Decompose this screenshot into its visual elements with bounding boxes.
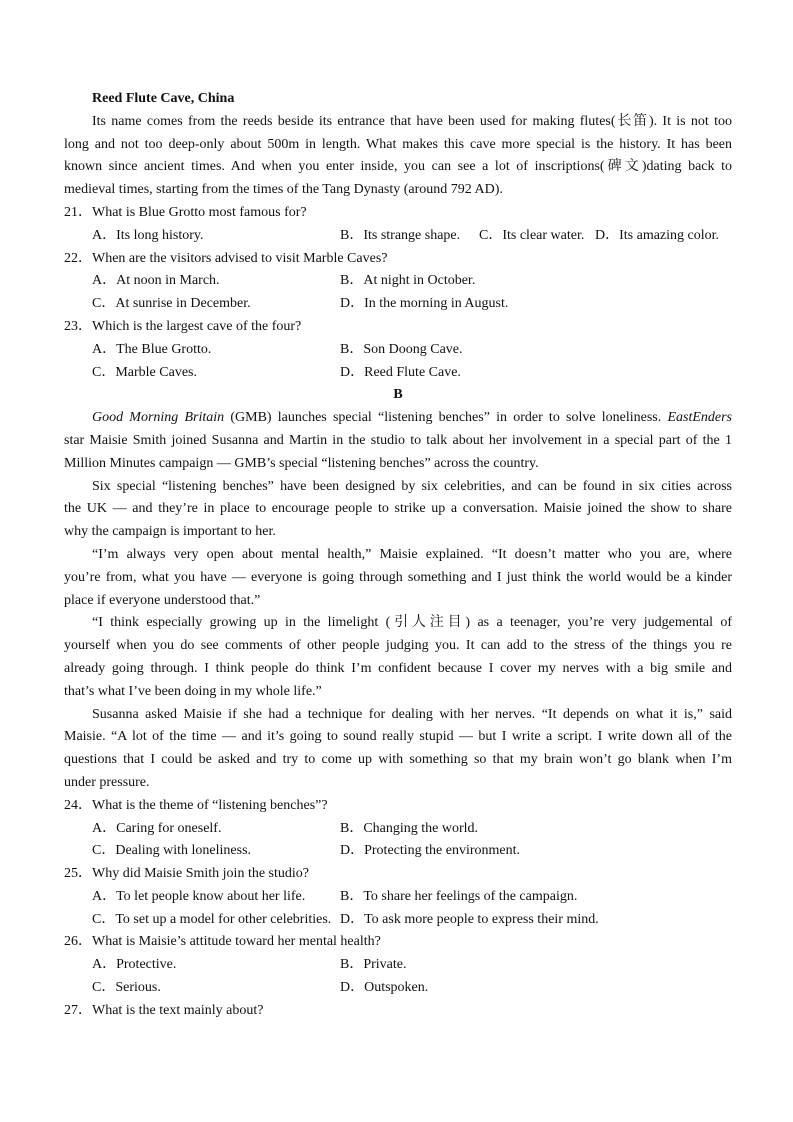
paragraph-line: why the campaign is important to her.	[64, 524, 276, 540]
option-c[interactable]: C．Its clear water.	[479, 227, 585, 243]
option-row	[64, 840, 732, 863]
question-stem: 23．Which is the largest cave of the four?	[64, 318, 302, 334]
option-c[interactable]: C．At sunrise in December.	[92, 296, 251, 312]
option-b[interactable]: B．Its strange shape.	[340, 227, 461, 243]
option-a[interactable]: A．Protective.	[92, 957, 177, 973]
text-span: (GMB) launches special “listening benches” in order to solve loneliness.	[224, 410, 668, 426]
option-b[interactable]: B．To share her feelings of the campaign.	[340, 888, 578, 904]
paragraph-line: star Maisie Smith joined Susanna and Martin in the studio to talk about her involvement in a special part of the 1	[64, 432, 732, 448]
paragraph-line: “I’m always very open about mental health,” Maisie explained. “It doesn’t matter who you are, where	[92, 546, 732, 562]
option-a[interactable]: A．At noon in March.	[92, 273, 220, 289]
paragraph-line: known since ancient times. And when you enter inside, you can see a lot of inscriptions(碑文)dating back to	[64, 159, 732, 175]
section-label: B	[393, 387, 403, 403]
option-c[interactable]: C．To set up a model for other celebrities.	[92, 911, 332, 927]
option-d[interactable]: D．Protecting the environment.	[340, 843, 521, 859]
option-b[interactable]: B．Private.	[340, 957, 407, 973]
paragraph-line: Susanna asked Maisie if she had a technique for dealing with her nerves. “It depends on what it is,” said	[92, 706, 732, 722]
paragraph-line: medieval times, starting from the times of the Tang Dynasty (around 792 AD).	[64, 182, 503, 198]
option-row	[64, 954, 732, 977]
paragraph-line: “I think especially growing up in the limelight (引人注目) as a teenager, you’re very judgemental of	[92, 615, 732, 631]
option-d[interactable]: D．Its amazing color.	[595, 227, 720, 243]
exam-page	[64, 88, 732, 1023]
paragraph-line: you’re from, what you have — everyone is going through something and I just think the world would be a kinder	[64, 569, 732, 585]
show-title: Good Morning Britain	[92, 410, 225, 426]
paragraph-line: place if everyone understood that.”	[64, 592, 261, 608]
paragraph-line: that’s what I’ve been doing in my whole life.”	[64, 683, 322, 699]
option-b[interactable]: B．At night in October.	[340, 273, 476, 289]
section-heading: Reed Flute Cave, China	[92, 91, 235, 106]
option-a[interactable]: A．The Blue Grotto.	[92, 341, 212, 357]
option-row	[64, 362, 732, 385]
paragraph-line: the UK — and they’re in place to encourage people to strike up a conversation. Maisie joined the show to share	[64, 501, 732, 517]
option-row	[64, 977, 732, 1000]
paragraph-line: questions that I could be asked and try to come up with something so that my brain won’t go blank when I’m	[64, 752, 732, 768]
option-row	[64, 225, 732, 248]
paragraph-line: Maisie. “A lot of the time — and it’s going to sound really stupid — but I write a script. I write down all of the	[64, 729, 732, 745]
option-row	[64, 270, 732, 293]
paragraph-line: already going through. I think people do think I’m confident because I cover my nerves with a big smile and	[64, 660, 732, 676]
option-d[interactable]: D．Reed Flute Cave.	[340, 364, 461, 380]
question-stem: 21．What is Blue Grotto most famous for?	[64, 204, 307, 220]
option-a[interactable]: A．Caring for oneself.	[92, 820, 222, 836]
paragraph-line: Six special “listening benches” have been designed by six celebrities, and can be found in six cities across	[92, 478, 732, 494]
option-c[interactable]: C．Serious.	[92, 980, 161, 996]
option-row	[64, 339, 732, 362]
question-stem: 24．What is the theme of “listening benches”?	[64, 797, 328, 813]
show-title: EastEnders	[667, 410, 733, 426]
option-row	[64, 293, 732, 316]
paragraph-line: long and not too deep-only about 500m in length. What makes this cave more special is the history. It has been	[64, 136, 732, 152]
paragraph-line: Million Minutes campaign — GMB’s special “listening benches” across the country.	[64, 455, 539, 471]
paragraph-line: yourself when you do see comments of other people judging you. It can add to the stress of the things you re	[64, 638, 732, 654]
option-row	[64, 886, 732, 909]
option-b[interactable]: B．Changing the world.	[340, 820, 479, 836]
question-stem: 27．What is the text mainly about?	[64, 1002, 264, 1018]
option-b[interactable]: B．Son Doong Cave.	[340, 341, 463, 357]
paragraph-line: under pressure.	[64, 774, 150, 790]
option-d[interactable]: D．Outspoken.	[340, 980, 429, 996]
question-stem: 25．Why did Maisie Smith join the studio?	[64, 866, 309, 882]
option-c[interactable]: C．Dealing with loneliness.	[92, 843, 252, 859]
option-row	[64, 909, 732, 932]
question-stem: 22．When are the visitors advised to visit Marble Caves?	[64, 250, 388, 266]
question-stem: 26．What is Maisie’s attitude toward her mental health?	[64, 934, 381, 950]
option-c[interactable]: C．Marble Caves.	[92, 364, 197, 380]
option-a[interactable]: A．To let people know about her life.	[92, 888, 306, 904]
paragraph-line: Its name comes from the reeds beside its entrance that have been used for making flutes(长笛). It is not too	[92, 113, 732, 129]
option-a[interactable]: A．Its long history.	[92, 227, 204, 243]
option-d[interactable]: D．In the morning in August.	[340, 296, 509, 312]
option-d[interactable]: D．To ask more people to express their mind.	[340, 911, 599, 927]
paragraph-line	[64, 407, 732, 430]
option-row	[64, 818, 732, 841]
